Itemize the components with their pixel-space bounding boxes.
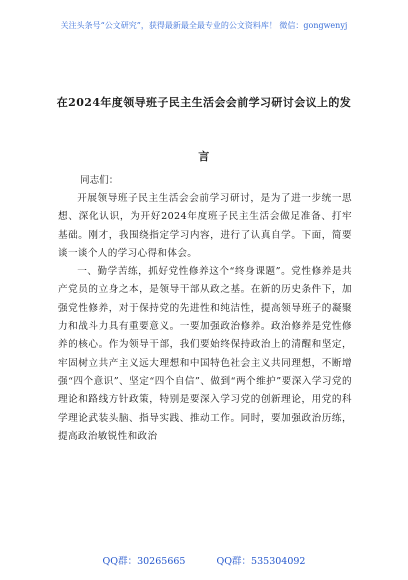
paragraph-intro: 开展领导班子民主生活会会前学习研讨，是为了进一步统一思想、深化认识，为开好2024年度班子民主生活会做足准备、打牢基础。刚才，我围绕指定学习内容，进行了认真自学。下面，简要谈一谈个人的学习心得和体会。: [58, 193, 352, 259]
footer: [0, 553, 408, 567]
paragraph-section-one: 一、勤学苦练，抓好党性修养这个“终身课题”。党性修养是共产党员的立身之本，是领导干部从政之基。在新的历史条件下，加强党性修养，对于保持党的先进性和纯洁性，提高领导班子的凝聚力和战斗力具有重要意义。一要加强政治修养。政治修养是党性修养的核心。作为领导干部，我们要始终保持政治上的清醒和坚定，牢固树立共产主义远大理想和中国特色社会主义共同理想，不断增强“四个意识”、坚定“四个自信”、做到“两个维护”要深入学习党的理论和路线方针政策，特别是要深入学习党的创新理论，用党的科学理论武装头脑、指导实践、推动工作。同时，要加强政治历练，提高政治敏锐性和政治: [58, 266, 352, 442]
header-banner: 关注头条号“公文研究”，获得最新最全最专业的公文资料库！ 微信：gongwenyj: [60, 21, 348, 30]
document-title: 在2024年度领导班子民主生活会会前学习研讨会议上的发: [56, 96, 352, 109]
qq-group-2: QQ群：535304092: [216, 556, 306, 567]
document-title-continuation: 言: [198, 150, 210, 163]
greeting: 同志们：: [80, 175, 119, 186]
document-body: [58, 190, 352, 446]
qq-group-1: QQ群：30265665: [102, 556, 186, 567]
